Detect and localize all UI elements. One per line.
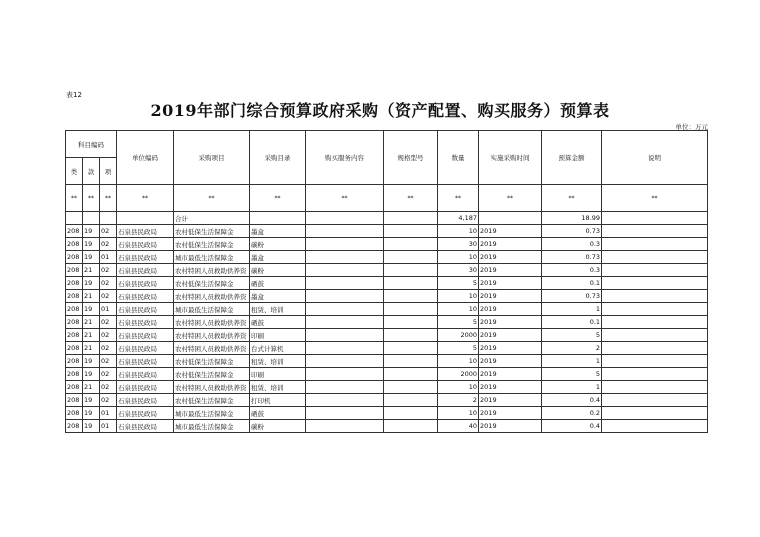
cell-xiang: 02 — [100, 316, 117, 329]
cell-amount: 0.1 — [542, 277, 602, 290]
total-label: 合计 — [174, 212, 250, 225]
empty-cell — [306, 420, 384, 433]
empty-cell — [384, 225, 438, 238]
header-amount: 预算金额 — [542, 131, 602, 185]
cell-kuan: 19 — [83, 238, 100, 251]
empty-cell — [602, 407, 708, 420]
cell-project: 农村特困人员救助供养资 — [174, 329, 250, 342]
cell-lei: 208 — [66, 420, 83, 433]
cell-lei: 208 — [66, 290, 83, 303]
empty-cell — [602, 342, 708, 355]
star-cell: ** — [306, 185, 384, 212]
cell-catalog: 租赁、培训 — [250, 303, 306, 316]
cell-kuan: 21 — [83, 381, 100, 394]
empty-cell — [479, 212, 542, 225]
cell-qty: 40 — [438, 420, 479, 433]
empty-cell — [384, 277, 438, 290]
empty-cell — [602, 368, 708, 381]
empty-cell — [117, 212, 174, 225]
empty-cell — [306, 303, 384, 316]
empty-cell — [384, 420, 438, 433]
empty-cell — [602, 277, 708, 290]
table-row — [66, 342, 708, 355]
header-time: 实施采购时间 — [479, 131, 542, 185]
cell-unit: 石泉县民政局 — [117, 225, 174, 238]
cell-amount: 0.4 — [542, 420, 602, 433]
table-row — [66, 316, 708, 329]
empty-cell — [384, 316, 438, 329]
cell-project: 城市最低生活保障金 — [174, 420, 250, 433]
table-row — [66, 290, 708, 303]
empty-cell — [306, 368, 384, 381]
cell-xiang: 01 — [100, 251, 117, 264]
cell-unit: 石泉县民政局 — [117, 264, 174, 277]
cell-qty: 2 — [438, 394, 479, 407]
table-row — [66, 277, 708, 290]
empty-cell — [306, 264, 384, 277]
cell-xiang: 02 — [100, 381, 117, 394]
header-spec: 规格型号 — [384, 131, 438, 185]
cell-time: 2019 — [479, 381, 542, 394]
cell-project: 农村低保生活保障金 — [174, 394, 250, 407]
cell-time: 2019 — [479, 303, 542, 316]
cell-catalog: 打印机 — [250, 394, 306, 407]
table-row — [66, 225, 708, 238]
cell-catalog: 印刷 — [250, 368, 306, 381]
cell-catalog: 台式计算机 — [250, 342, 306, 355]
cell-project: 农村低保生活保障金 — [174, 355, 250, 368]
cell-lei: 208 — [66, 355, 83, 368]
empty-cell — [306, 251, 384, 264]
table-row — [66, 355, 708, 368]
empty-cell — [384, 355, 438, 368]
empty-cell — [306, 238, 384, 251]
empty-cell — [602, 355, 708, 368]
cell-time: 2019 — [479, 355, 542, 368]
table-body — [66, 185, 708, 433]
cell-amount: 2 — [542, 342, 602, 355]
cell-amount: 1 — [542, 355, 602, 368]
header-service: 购买服务内容 — [306, 131, 384, 185]
cell-kuan: 21 — [83, 316, 100, 329]
cell-project: 农村低保生活保障金 — [174, 368, 250, 381]
table-row — [66, 303, 708, 316]
table-number: 表12 — [66, 91, 82, 99]
empty-cell — [384, 329, 438, 342]
cell-amount: 0.1 — [542, 316, 602, 329]
cell-project: 农村低保生活保障金 — [174, 225, 250, 238]
cell-lei: 208 — [66, 303, 83, 316]
empty-cell — [66, 212, 83, 225]
cell-catalog: 墨盒 — [250, 290, 306, 303]
cell-kuan: 19 — [83, 251, 100, 264]
cell-project: 农村低保生活保障金 — [174, 277, 250, 290]
cell-project: 城市最低生活保障金 — [174, 407, 250, 420]
cell-unit: 石泉县民政局 — [117, 355, 174, 368]
star-cell: ** — [83, 185, 100, 212]
cell-qty: 30 — [438, 264, 479, 277]
cell-xiang: 02 — [100, 264, 117, 277]
cell-project: 农村特困人员救助供养资 — [174, 264, 250, 277]
cell-lei: 208 — [66, 342, 83, 355]
budget-table — [65, 130, 708, 433]
cell-time: 2019 — [479, 420, 542, 433]
cell-lei: 208 — [66, 407, 83, 420]
cell-qty: 10 — [438, 355, 479, 368]
empty-cell — [602, 264, 708, 277]
empty-cell — [306, 212, 384, 225]
cell-xiang: 02 — [100, 238, 117, 251]
empty-cell — [384, 264, 438, 277]
cell-unit: 石泉县民政局 — [117, 381, 174, 394]
cell-catalog: 印刷 — [250, 329, 306, 342]
cell-time: 2019 — [479, 277, 542, 290]
cell-kuan: 21 — [83, 264, 100, 277]
total-amount: 18.99 — [542, 212, 602, 225]
cell-lei: 208 — [66, 277, 83, 290]
star-cell: ** — [66, 185, 83, 212]
star-cell: ** — [542, 185, 602, 212]
cell-lei: 208 — [66, 394, 83, 407]
empty-cell — [306, 290, 384, 303]
cell-project: 城市最低生活保障金 — [174, 251, 250, 264]
table-row — [66, 407, 708, 420]
empty-cell — [384, 303, 438, 316]
cell-kuan: 19 — [83, 303, 100, 316]
cell-lei: 208 — [66, 238, 83, 251]
cell-amount: 0.73 — [542, 225, 602, 238]
header-row-1 — [66, 131, 708, 158]
table-row — [66, 264, 708, 277]
star-cell: ** — [384, 185, 438, 212]
header-xiang: 项 — [100, 158, 117, 185]
cell-time: 2019 — [479, 368, 542, 381]
cell-unit: 石泉县民政局 — [117, 303, 174, 316]
cell-amount: 0.2 — [542, 407, 602, 420]
header-unit-code: 单位编码 — [117, 131, 174, 185]
empty-cell — [384, 290, 438, 303]
cell-amount: 5 — [542, 329, 602, 342]
cell-time: 2019 — [479, 316, 542, 329]
cell-amount: 0.3 — [542, 238, 602, 251]
cell-lei: 208 — [66, 225, 83, 238]
cell-time: 2019 — [479, 342, 542, 355]
document-title: 2019年部门综合预算政府采购（资产配置、购买服务）预算表 — [150, 101, 610, 120]
cell-catalog: 碳粉 — [250, 238, 306, 251]
cell-unit: 石泉县民政局 — [117, 329, 174, 342]
cell-qty: 10 — [438, 407, 479, 420]
cell-qty: 5 — [438, 277, 479, 290]
cell-lei: 208 — [66, 381, 83, 394]
empty-cell — [384, 394, 438, 407]
cell-unit: 石泉县民政局 — [117, 316, 174, 329]
cell-qty: 10 — [438, 381, 479, 394]
empty-cell — [306, 355, 384, 368]
star-cell: ** — [479, 185, 542, 212]
cell-time: 2019 — [479, 225, 542, 238]
cell-amount: 0.73 — [542, 251, 602, 264]
cell-kuan: 19 — [83, 407, 100, 420]
cell-kuan: 19 — [83, 394, 100, 407]
cell-unit: 石泉县民政局 — [117, 238, 174, 251]
cell-catalog: 硒鼓 — [250, 407, 306, 420]
cell-xiang: 01 — [100, 420, 117, 433]
cell-qty: 10 — [438, 251, 479, 264]
cell-catalog: 租赁、培训 — [250, 355, 306, 368]
empty-cell — [306, 407, 384, 420]
empty-cell — [306, 394, 384, 407]
cell-project: 城市最低生活保障金 — [174, 303, 250, 316]
cell-qty: 5 — [438, 316, 479, 329]
cell-qty: 5 — [438, 342, 479, 355]
cell-qty: 2000 — [438, 368, 479, 381]
cell-lei: 208 — [66, 264, 83, 277]
unit-label: 单位：万元 — [675, 123, 708, 131]
header-project: 采购项目 — [174, 131, 250, 185]
total-row — [66, 212, 708, 225]
table-row — [66, 394, 708, 407]
cell-lei: 208 — [66, 251, 83, 264]
cell-kuan: 19 — [83, 355, 100, 368]
empty-cell — [384, 407, 438, 420]
empty-cell — [602, 303, 708, 316]
cell-amount: 1 — [542, 381, 602, 394]
empty-cell — [384, 212, 438, 225]
table-row — [66, 381, 708, 394]
cell-xiang: 02 — [100, 342, 117, 355]
cell-kuan: 21 — [83, 290, 100, 303]
cell-catalog: 碳粉 — [250, 420, 306, 433]
cell-unit: 石泉县民政局 — [117, 277, 174, 290]
empty-cell — [602, 251, 708, 264]
header-qty: 数量 — [438, 131, 479, 185]
empty-cell — [384, 381, 438, 394]
cell-time: 2019 — [479, 238, 542, 251]
empty-cell — [602, 225, 708, 238]
star-cell: ** — [174, 185, 250, 212]
cell-xiang: 02 — [100, 225, 117, 238]
empty-cell — [306, 225, 384, 238]
cell-amount: 5 — [542, 368, 602, 381]
cell-time: 2019 — [479, 264, 542, 277]
table-row — [66, 251, 708, 264]
cell-lei: 208 — [66, 316, 83, 329]
cell-qty: 10 — [438, 303, 479, 316]
cell-kuan: 19 — [83, 225, 100, 238]
star-cell: ** — [117, 185, 174, 212]
header-note: 说明 — [602, 131, 708, 185]
total-qty: 4,187 — [438, 212, 479, 225]
empty-cell — [384, 238, 438, 251]
cell-kuan: 19 — [83, 368, 100, 381]
cell-unit: 石泉县民政局 — [117, 290, 174, 303]
cell-project: 农村低保生活保障金 — [174, 238, 250, 251]
star-cell: ** — [602, 185, 708, 212]
cell-catalog: 碳粉 — [250, 264, 306, 277]
cell-unit: 石泉县民政局 — [117, 368, 174, 381]
empty-cell — [602, 329, 708, 342]
empty-cell — [306, 329, 384, 342]
cell-qty: 10 — [438, 225, 479, 238]
empty-cell — [306, 381, 384, 394]
cell-kuan: 21 — [83, 342, 100, 355]
cell-catalog: 硒鼓 — [250, 277, 306, 290]
empty-cell — [602, 394, 708, 407]
star-cell: ** — [100, 185, 117, 212]
cell-amount: 0.73 — [542, 290, 602, 303]
star-cell: ** — [438, 185, 479, 212]
cell-qty: 2000 — [438, 329, 479, 342]
star-cell: ** — [250, 185, 306, 212]
cell-unit: 石泉县民政局 — [117, 420, 174, 433]
cell-lei: 208 — [66, 368, 83, 381]
header-kuan: 款 — [83, 158, 100, 185]
header-catalog: 采购目录 — [250, 131, 306, 185]
table-row — [66, 420, 708, 433]
cell-unit: 石泉县民政局 — [117, 251, 174, 264]
cell-time: 2019 — [479, 329, 542, 342]
cell-unit: 石泉县民政局 — [117, 342, 174, 355]
table-row — [66, 368, 708, 381]
cell-catalog: 墨盒 — [250, 251, 306, 264]
empty-cell — [602, 381, 708, 394]
cell-unit: 石泉县民政局 — [117, 407, 174, 420]
table-row — [66, 329, 708, 342]
cell-project: 农村特困人员救助供养资 — [174, 316, 250, 329]
cell-catalog: 租赁、培训 — [250, 381, 306, 394]
empty-cell — [384, 368, 438, 381]
cell-kuan: 21 — [83, 329, 100, 342]
empty-cell — [306, 277, 384, 290]
cell-catalog: 硒鼓 — [250, 316, 306, 329]
cell-xiang: 02 — [100, 277, 117, 290]
cell-qty: 30 — [438, 238, 479, 251]
empty-cell — [306, 316, 384, 329]
empty-cell — [602, 238, 708, 251]
cell-project: 农村特困人员救助供养资 — [174, 290, 250, 303]
cell-xiang: 01 — [100, 407, 117, 420]
cell-time: 2019 — [479, 394, 542, 407]
cell-unit: 石泉县民政局 — [117, 394, 174, 407]
cell-time: 2019 — [479, 290, 542, 303]
cell-xiang: 02 — [100, 368, 117, 381]
cell-project: 农村特困人员救助供养资 — [174, 342, 250, 355]
empty-cell — [602, 420, 708, 433]
empty-cell — [602, 290, 708, 303]
cell-amount: 0.3 — [542, 264, 602, 277]
cell-kuan: 19 — [83, 277, 100, 290]
cell-time: 2019 — [479, 251, 542, 264]
empty-cell — [602, 212, 708, 225]
cell-xiang: 02 — [100, 355, 117, 368]
cell-xiang: 02 — [100, 290, 117, 303]
empty-cell — [250, 212, 306, 225]
cell-kuan: 19 — [83, 420, 100, 433]
cell-amount: 1 — [542, 303, 602, 316]
empty-cell — [306, 342, 384, 355]
empty-cell — [384, 251, 438, 264]
empty-cell — [83, 212, 100, 225]
empty-cell — [602, 316, 708, 329]
header-lei: 类 — [66, 158, 83, 185]
cell-time: 2019 — [479, 407, 542, 420]
empty-cell — [100, 212, 117, 225]
cell-amount: 0.4 — [542, 394, 602, 407]
cell-qty: 10 — [438, 290, 479, 303]
empty-cell — [384, 342, 438, 355]
header-subject-code: 科目编码 — [66, 131, 117, 158]
cell-lei: 208 — [66, 329, 83, 342]
cell-xiang: 02 — [100, 394, 117, 407]
cell-catalog: 墨盒 — [250, 225, 306, 238]
cell-xiang: 01 — [100, 303, 117, 316]
cell-xiang: 02 — [100, 329, 117, 342]
table-row — [66, 238, 708, 251]
placeholder-row — [66, 185, 708, 212]
cell-project: 农村特困人员救助供养资 — [174, 381, 250, 394]
